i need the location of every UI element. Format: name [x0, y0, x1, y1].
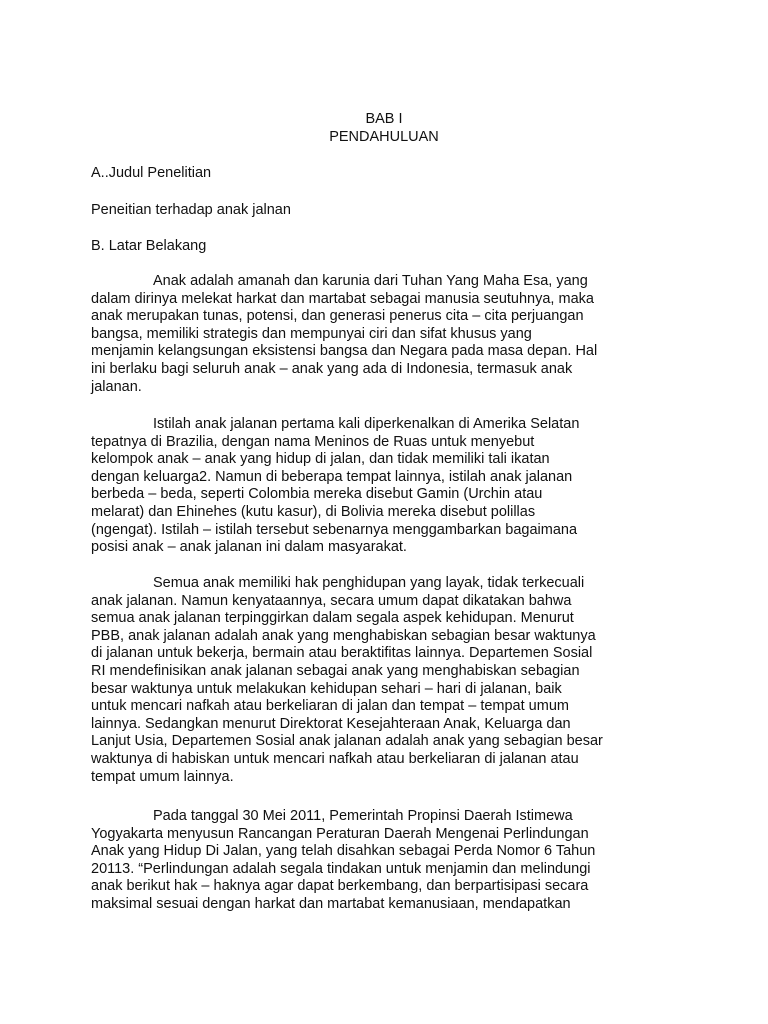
paragraph-line: (ngengat). Istilah – istilah tersebut sebenarnya menggambarkan bagaimana [91, 521, 578, 538]
paragraph-line: Pada tanggal 30 Mei 2011, Pemerintah Propinsi Daerah Istimewa [153, 808, 573, 824]
paragraph-line: anak berikut hak – haknya agar dapat berkembang, dan berpartisipasi secara [91, 878, 589, 895]
paragraph-line: di jalanan untuk bekerja, bermain atau beraktifitas lainnya. Departemen Sosial [91, 645, 593, 662]
paragraph-line: berbeda – beda, seperti Colombia mereka disebut Gamin (Urchin atau [91, 486, 543, 503]
paragraph-line: melarat) dan Ehinehes (kutu kasur), di Bolivia mereka disebut polillas [91, 503, 536, 520]
section-a-heading: A..Judul Penelitian [91, 165, 212, 181]
paragraph-line: 20113. “Perlindungan adalah segala tindakan untuk menjamin dan melindungi [91, 860, 591, 877]
paragraph-line: waktunya di habiskan untuk mencari nafkah atau berkeliaran di jalanan atau [91, 750, 579, 767]
paragraph-line: tempat umum lainnya. [91, 768, 234, 785]
section-a-text: Peneitian terhadap anak jalnan [91, 202, 291, 218]
paragraph-3 [91, 575, 631, 786]
paragraph-line: Lanjut Usia, Departemen Sosial anak jalanan adalah anak yang sebagian besar [91, 733, 603, 750]
paragraph-line: PBB, anak jalanan adalah anak yang menghabiskan sebagian besar waktunya [91, 627, 596, 644]
paragraph-line: dengan keluarga2. Namun di beberapa tempat lainnya, istilah anak jalanan [91, 468, 573, 485]
paragraph-line: dalam dirinya melekat harkat dan martabat sebagai manusia seutuhnya, maka [91, 290, 594, 307]
paragraph-line: bangsa, memiliki strategis dan mempunyai ciri dan sifat khusus yang [91, 325, 532, 342]
paragraph-line: besar waktunya untuk melakukan kehidupan sehari – hari di jalanan, baik [91, 680, 562, 697]
paragraph-line: tepatnya di Brazilia, dengan nama Meninos de Ruas untuk menyebut [91, 433, 535, 450]
paragraph-line: anak jalanan. Namun kenyataannya, secara umum dapat dikatakan bahwa [91, 592, 572, 609]
paragraph-line: RI mendefinisikan anak jalanan sebagai anak yang menghabiskan sebagian [91, 662, 580, 679]
paragraph-4 [91, 808, 631, 914]
paragraph-line: menjamin kelangsungan eksistensi bangsa dan Negara pada masa depan. Hal [91, 343, 598, 360]
paragraph-1 [91, 273, 631, 396]
chapter-title: PENDAHULUAN [329, 129, 439, 145]
paragraph-2 [91, 416, 631, 557]
paragraph-line: Yogyakarta menyusun Rancangan Peraturan Daerah Mengenai Perlindungan [91, 825, 589, 842]
paragraph-line: Anak yang Hidup Di Jalan, yang telah disahkan sebagai Perda Nomor 6 Tahun [91, 843, 596, 860]
paragraph-line: jalanan. [91, 378, 142, 395]
paragraph-line: Semua anak memiliki hak penghidupan yang layak, tidak terkecuali [153, 575, 585, 591]
chapter-number: BAB I [365, 111, 403, 127]
paragraph-line: maksimal sesuai dengan harkat dan martabat kemanusiaan, mendapatkan [91, 895, 571, 912]
section-b-heading: B. Latar Belakang [91, 238, 207, 254]
paragraph-line: untuk mencari nafkah atau berkeliaran di jalan dan tempat – tempat umum [91, 698, 569, 715]
paragraph-line: kelompok anak – anak yang hidup di jalan, dan tidak memiliki tali ikatan [91, 451, 550, 468]
paragraph-line: Anak adalah amanah dan karunia dari Tuhan Yang Maha Esa, yang [153, 273, 588, 289]
paragraph-line: Istilah anak jalanan pertama kali diperkenalkan di Amerika Selatan [153, 416, 580, 432]
paragraph-line: ini berlaku bagi seluruh anak – anak yang ada di Indonesia, termasuk anak [91, 360, 573, 377]
paragraph-line: posisi anak – anak jalanan ini dalam masyarakat. [91, 539, 407, 556]
paragraph-line: semua anak jalanan terpinggirkan dalam segala aspek kehidupan. Menurut [91, 610, 574, 627]
paragraph-line: anak merupakan tunas, potensi, dan generasi penerus cita – cita perjuangan [91, 308, 584, 325]
paragraph-line: lainnya. Sedangkan menurut Direktorat Kesejahteraan Anak, Keluarga dan [91, 715, 571, 732]
